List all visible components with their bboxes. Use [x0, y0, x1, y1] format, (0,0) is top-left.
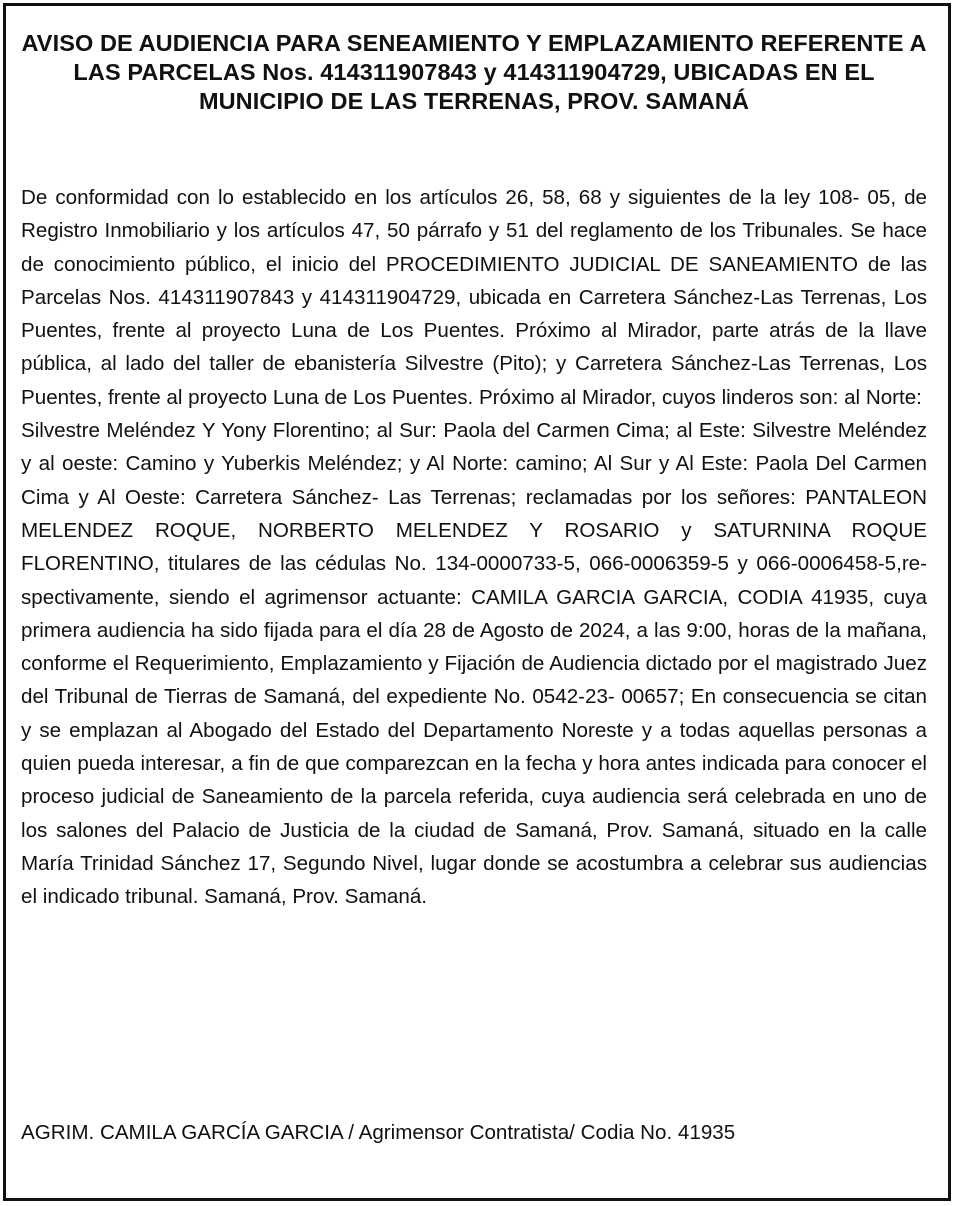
notice-paragraph-1: De conformidad con lo establecido en los artículos 26, 58, 68 y siguientes de la ley 108- 05, de Registro Inmobiliario y los artículos 47, 50 párrafo y 51 del reglamento de los Tribunales. Se hace de conocimiento público, el inicio del PROCEDIMIENTO JUDICIAL DE SANEAMIENTO de las Parcelas Nos. 414311907843 y 414311904729, ubicada en Carretera Sánchez-Las Terrenas, Los Puentes, frente al proyecto Luna de Los Puentes. Próximo al Mirador, parte atrás de la llave pública, al lado del taller de ebanistería Silvestre (Pito); y Carretera Sánchez-Las Terrenas, Los Puentes, frente al proyecto Luna de Los Puentes. Próximo al Mirador, cuyos linderos son: al Norte:: [21, 186, 927, 409]
notice-body: [21, 181, 927, 914]
notice-paragraph-2: Silvestre Meléndez Y Yony Florentino; al Sur: Paola del Carmen Cima; al Este: Silvestre Meléndez y al oeste: Camino y Yuberkis Meléndez; y Al Norte: camino; Al Sur y Al Este: Paola Del Carmen Cima y Al Oeste: Carretera Sánchez- Las Terrenas; reclamadas por los señores: PANTALEON MELENDEZ ROQUE, NORBERTO MELENDEZ Y ROSARIO y SATURNINA ROQUE FLORENTINO, titulares de las cédulas No. 134-0000733-5, 066-0006359-5 y 066-0006458-5,respectivamente, siendo el agrimensor actuante: CAMILA GARCIA GARCIA, CODIA 41935, cuya primera audiencia ha sido fijada para el día 28 de Agosto de 2024, a las 9:00, horas de la mañana, conforme el Requerimiento, Emplazamiento y Fijación de Audiencia dictado por el magistrado Juez del Tribunal de Tierras de Samaná, del expediente No. 0542-23- 00657; En consecuencia se citan y se emplazan al Abogado del Estado del Departamento Noreste y a todas aquellas personas a quien pueda interesar, a fin de que comparezcan en la fecha y hora antes indicada para conocer el proceso judicial de Saneamiento de la parcela referida, cuya audiencia será celebrada en uno de los salones del Palacio de Justicia de la ciudad de Samaná, Prov. Samaná, situado en la calle María Trinidad Sánchez 17, Segundo Nivel, lugar donde se acostumbra a celebrar sus audiencias el indicado tribunal. Samaná, Prov. Samaná.: [21, 419, 927, 909]
notice-title: AVISO DE AUDIENCIA PARA SENEAMIENTO Y EMPLAZAMIENTO REFERENTE A LAS PARCELAS Nos. 414311907843 y 414311904729, UBICADAS EN EL MUNICIPIO DE LAS TERRENAS, PROV. SAMANÁ: [21, 30, 927, 114]
notice-signature: AGRIM. CAMILA GARCÍA GARCIA / Agrimensor Contratista/ Codia No. 41935: [21, 1121, 736, 1144]
